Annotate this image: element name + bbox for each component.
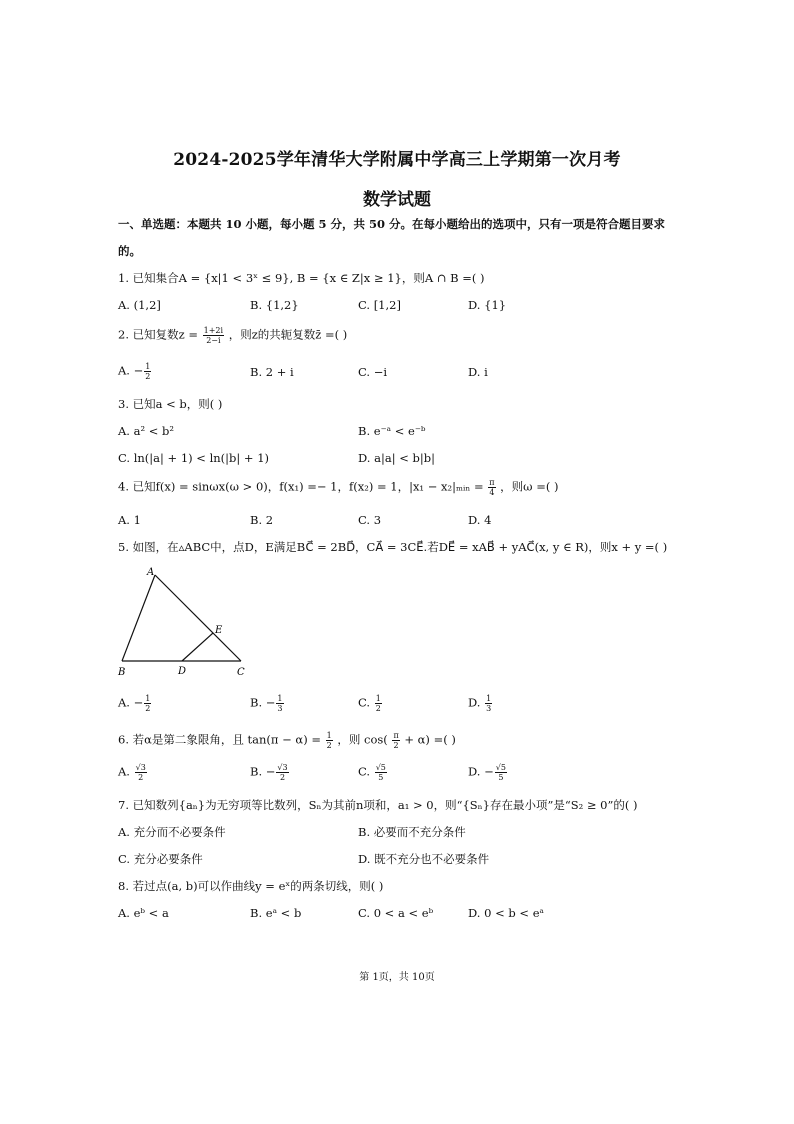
q3-option-c: C. ln(|a| + 1) < ln(|b| + 1) [118, 451, 270, 465]
q4-stem [118, 478, 558, 497]
q1-stem: 1. 已知集合A = {x|1 < 3ˣ ≤ 9}, B = {x ∈ Z|x ≥ 1}，则A ∩ B =( ) [118, 271, 485, 285]
q8-option-b: B. eᵃ < b [250, 906, 302, 920]
q6-stem-post: + α) =( ) [404, 732, 456, 747]
label-b: B [118, 667, 126, 678]
q2-fraction: $\frac{1+2i}{2-i}$ [203, 326, 224, 345]
q1-option-b: B. {1,2} [250, 298, 299, 312]
q7-option-d: D. 既不充分也不必要条件 [358, 852, 490, 866]
q7-option-b: B. 必要而不充分条件 [358, 825, 466, 839]
q1-option-a: A. (1,2] [118, 298, 161, 312]
q5-option-a: A. − $\frac{1}{2}$ [118, 694, 151, 713]
q4-option-c: C. 3 [358, 513, 382, 527]
q4-fraction: $\frac{\pi}{4}$ [489, 478, 495, 497]
q4-option-b: B. 2 [250, 513, 274, 527]
q6-stem [118, 731, 456, 750]
q4-stem-post: ，则ω =( ) [500, 479, 559, 494]
q7-option-c: C. 充分必要条件 [118, 852, 203, 866]
q6-option-b: B. − $\frac{√3}{2}$ [250, 763, 288, 782]
label-e: E [215, 625, 223, 636]
q8-stem: 8. 若过点(a, b)可以作曲线y = eˣ的两条切线，则( ) [118, 879, 384, 893]
q6-fraction-1: $\frac{1}{2}$ [326, 731, 332, 750]
q1-option-c: C. [1,2] [358, 298, 401, 312]
q4-option-a: A. 1 [118, 513, 141, 527]
q5-option-c: C. $\frac{1}{2}$ [358, 694, 381, 713]
page-footer: 第 1页，共 10页 [359, 972, 435, 983]
q3-stem: 3. 已知a < b，则( ) [118, 397, 223, 411]
q2-stem [118, 326, 347, 345]
q2-stem-post: ，则z的共轭复数z̄ =( ) [228, 327, 348, 342]
side-ab [122, 575, 155, 661]
q1-option-d: D. {1} [468, 298, 507, 312]
q3-option-b: B. e⁻ᵃ < e⁻ᵇ [358, 424, 426, 438]
q2-stem-pre: 2. 已知复数z = [118, 327, 198, 342]
q2-option-a: A. − $\frac{1}{2}$ [118, 362, 151, 381]
label-c: C [237, 667, 245, 678]
q5-option-b: B. − $\frac{1}{3}$ [250, 694, 283, 713]
side-ac [155, 575, 241, 661]
q2-option-d: D. i [468, 365, 488, 379]
q2-option-b: B. 2 + i [250, 365, 294, 379]
q5-stem: 5. 如图，在▵ABC中，点D，E满足BC⃗ = 2BD⃗，CA⃗ = 3CE⃗.若DE⃗ = xAB⃗ + yAC⃗(x, y ∈ R)，则x + y =( ) [118, 540, 668, 554]
triangle-figure [112, 565, 262, 680]
q8-option-a: A. eᵇ < a [118, 906, 169, 920]
label-d: D [178, 666, 187, 677]
exam-subtitle: 数学试题 [363, 190, 431, 210]
q8-option-c: C. 0 < a < eᵇ [358, 906, 434, 920]
q6-option-a: A. $\frac{√3}{2}$ [118, 763, 146, 782]
q2-option-c: C. −i [358, 365, 388, 379]
section1-heading: 一、单选题：本题共 10 小题，每小题 5 分，共 50 分。在每小题给出的选项中，只有一项是符合题目要求 [118, 217, 666, 231]
label-a: A [147, 567, 155, 578]
q4-stem-pre: 4. 已知f(x) = sinωx(ω > 0)，f(x₁) =− 1，f(x₂) = 1，|x₁ − x₂|ₘᵢₙ = [118, 479, 484, 494]
q6-stem-pre: 6. 若α是第二象限角，且 tan(π − α) = [118, 732, 321, 747]
q8-option-d: D. 0 < b < eᵃ [468, 906, 544, 920]
q4-option-d: D. 4 [468, 513, 492, 527]
q3-option-d: D. a|a| < b|b| [358, 451, 436, 465]
q3-option-a: A. a² < b² [118, 424, 175, 438]
exam-title: 2024-2025学年清华大学附属中学高三上学期第一次月考 [173, 150, 621, 170]
q7-stem: 7. 已知数列{aₙ}为无穷项等比数列，Sₙ为其前n项和，a₁ > 0，则“{Sₙ}存在最小项”是“S₂ ≥ 0”的( ) [118, 798, 638, 812]
q5-option-d: D. $\frac{1}{3}$ [468, 694, 492, 713]
section1-heading-cont: 的。 [118, 244, 141, 258]
q7-option-a: A. 充分而不必要条件 [118, 825, 226, 839]
q6-option-c: C. $\frac{√5}{5}$ [358, 763, 386, 782]
segment-de [182, 633, 213, 661]
q6-stem-mid: ，则 cos( [337, 732, 388, 747]
q6-fraction-2: $\frac{\pi}{2}$ [393, 731, 399, 750]
q6-option-d: D. − $\frac{√5}{5}$ [468, 763, 506, 782]
